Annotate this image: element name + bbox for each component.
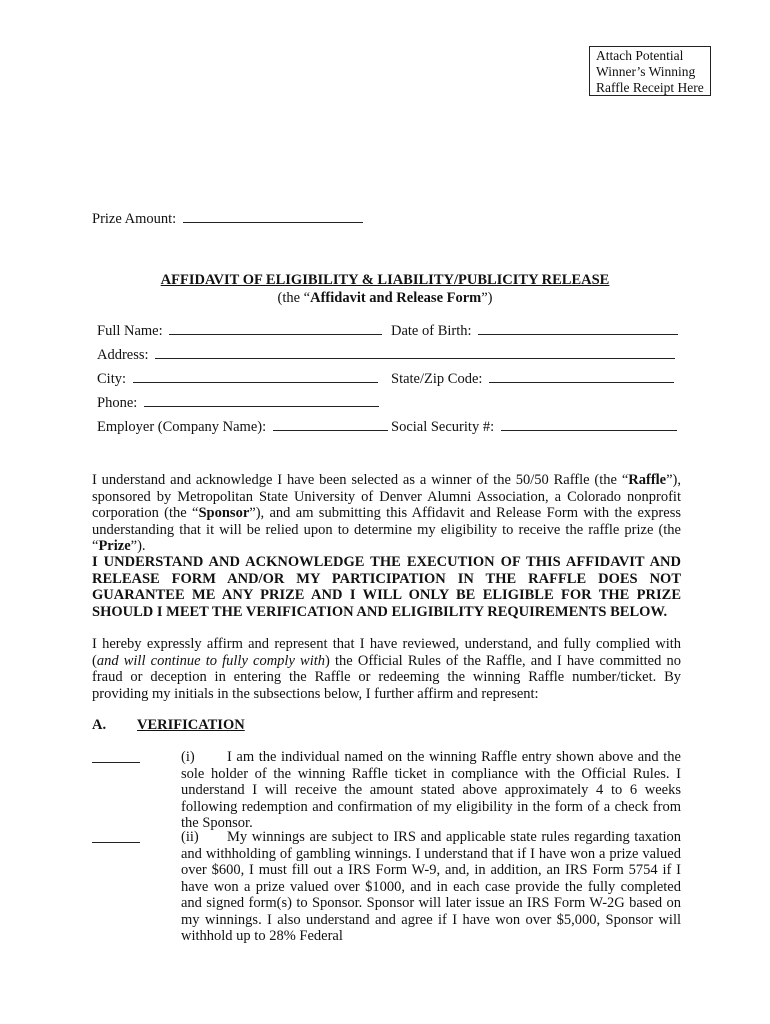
p1-text-2: ”), sponsored by Metropolitan State University of Denver Alumni Association, a Colorado nonprofit corporation (the “ <box>92 472 681 521</box>
item-i-text: I am the individual named on the winning Raffle entry shown above and the sole holder of the winning Raffle ticket in compliance with the Official Rules. I understand I will receive the amount stated above approximately 4 to 6 weeks following redemption and confirmation of my eligibility in the form of a check from the Sponsor. <box>181 749 681 831</box>
p1-text-3: ”), and am submitting this Affidavit and Release Form with the express understanding that it will be relied upon to determine my eligibility to receive the raffle prize (the “ <box>92 505 681 554</box>
ssn-field[interactable] <box>501 417 677 431</box>
address-row <box>97 345 675 364</box>
initials-field-ii[interactable] <box>92 841 140 843</box>
subtitle-bold: Affidavit and Release Form <box>310 290 482 306</box>
ssn-row <box>391 417 677 436</box>
receipt-attach-box <box>589 46 711 96</box>
attach-line-1: Attach Potential <box>596 48 684 63</box>
section-a-title: VERIFICATION <box>137 717 245 733</box>
p3-text-1: I hereby expressly affirm and represent that I have reviewed, understand, and fully complied with ( <box>92 636 681 669</box>
city-label: City: <box>97 371 127 387</box>
section-a-heading <box>92 717 245 734</box>
disclaimer-paragraph: I UNDERSTAND AND ACKNOWLEDGE THE EXECUTION OF THIS AFFIDAVIT AND RELEASE FORM AND/OR MY PARTICIPATION IN THE RAFFLE DOES NOT GUARANTEE ME ANY PRIZE AND I WILL ONLY BE ELIGIBLE FOR THE PRIZE SHOULD I MEET THE VERIFICATION AND ELIGIBILITY REQUIREMENTS BELOW. <box>92 554 681 620</box>
p1-text-1: I understand and acknowledge I have been selected as a winner of the 50/50 Raffle (the “ <box>92 472 629 488</box>
subtitle-post: ”) <box>481 290 493 306</box>
state-zip-label: State/Zip Code: <box>391 371 483 387</box>
p1-text-4: ”). <box>130 538 146 554</box>
item-ii-text: My winnings are subject to IRS and applicable state rules regarding taxation and withholding of gambling winnings. I understand that if I have won a prize valued over $600, I must fill out a IRS Form W-9, and, in addition, an IRS Form 5754 if I have won a prize valued over $1000, and in each case provide the fully completed and signed form(s) to Sponsor. Sponsor will later issue an IRS Form W-2G based on my winnings. I also understand and agree if I have won over $5,000, Sponsor will withhold up to 28% Federal <box>181 829 681 944</box>
affirmation-paragraph <box>92 636 681 702</box>
dob-field[interactable] <box>478 321 678 335</box>
full-name-field[interactable] <box>169 321 382 335</box>
full-name-row <box>97 321 382 340</box>
p1-bold-sponsor: Sponsor <box>198 505 250 521</box>
city-row <box>97 369 378 388</box>
employer-label: Employer (Company Name): <box>97 419 267 435</box>
address-label: Address: <box>97 347 149 363</box>
p1-bold-prize: Prize <box>98 538 131 554</box>
document-title: AFFIDAVIT OF ELIGIBILITY & LIABILITY/PUBLICITY RELEASE <box>160 272 610 288</box>
state-zip-field[interactable] <box>489 369 674 383</box>
employer-row <box>97 417 388 436</box>
document-subtitle <box>0 290 770 307</box>
address-field[interactable] <box>155 345 675 359</box>
prize-amount-row <box>92 209 363 228</box>
section-a-label: A. <box>92 717 107 733</box>
prize-amount-label: Prize Amount: <box>92 211 177 227</box>
phone-field[interactable] <box>144 393 379 407</box>
verification-item-ii <box>181 829 681 945</box>
acknowledgement-paragraph <box>92 472 681 555</box>
prize-amount-field[interactable] <box>183 209 363 223</box>
full-name-label: Full Name: <box>97 323 163 339</box>
phone-label: Phone: <box>97 395 138 411</box>
verification-item-i <box>181 749 681 832</box>
initials-field-i[interactable] <box>92 761 140 763</box>
ssn-label: Social Security #: <box>391 419 495 435</box>
p3-text-2: ) the Official Rules of the Raffle, and I have committed no fraud or deception in entering the Raffle or redeeming the winning Raffle number/ticket. By providing my initials in the subsections below, I further affirm and represent: <box>92 652 681 702</box>
attach-line-3: Raffle Receipt Here <box>596 80 704 95</box>
p3-italic: and will continue to fully comply with <box>96 652 326 669</box>
phone-row <box>97 393 379 412</box>
state-zip-row <box>391 369 674 388</box>
attach-line-2: Winner’s Winning <box>596 64 696 79</box>
employer-field[interactable] <box>273 417 388 431</box>
subtitle-pre: (the “ <box>277 290 311 306</box>
item-ii-number: (ii) <box>181 829 199 845</box>
p1-bold-raffle: Raffle <box>628 472 667 488</box>
dob-label: Date of Birth: <box>391 323 472 339</box>
dob-row <box>391 321 678 340</box>
item-i-number: (i) <box>181 749 195 765</box>
city-field[interactable] <box>133 369 378 383</box>
